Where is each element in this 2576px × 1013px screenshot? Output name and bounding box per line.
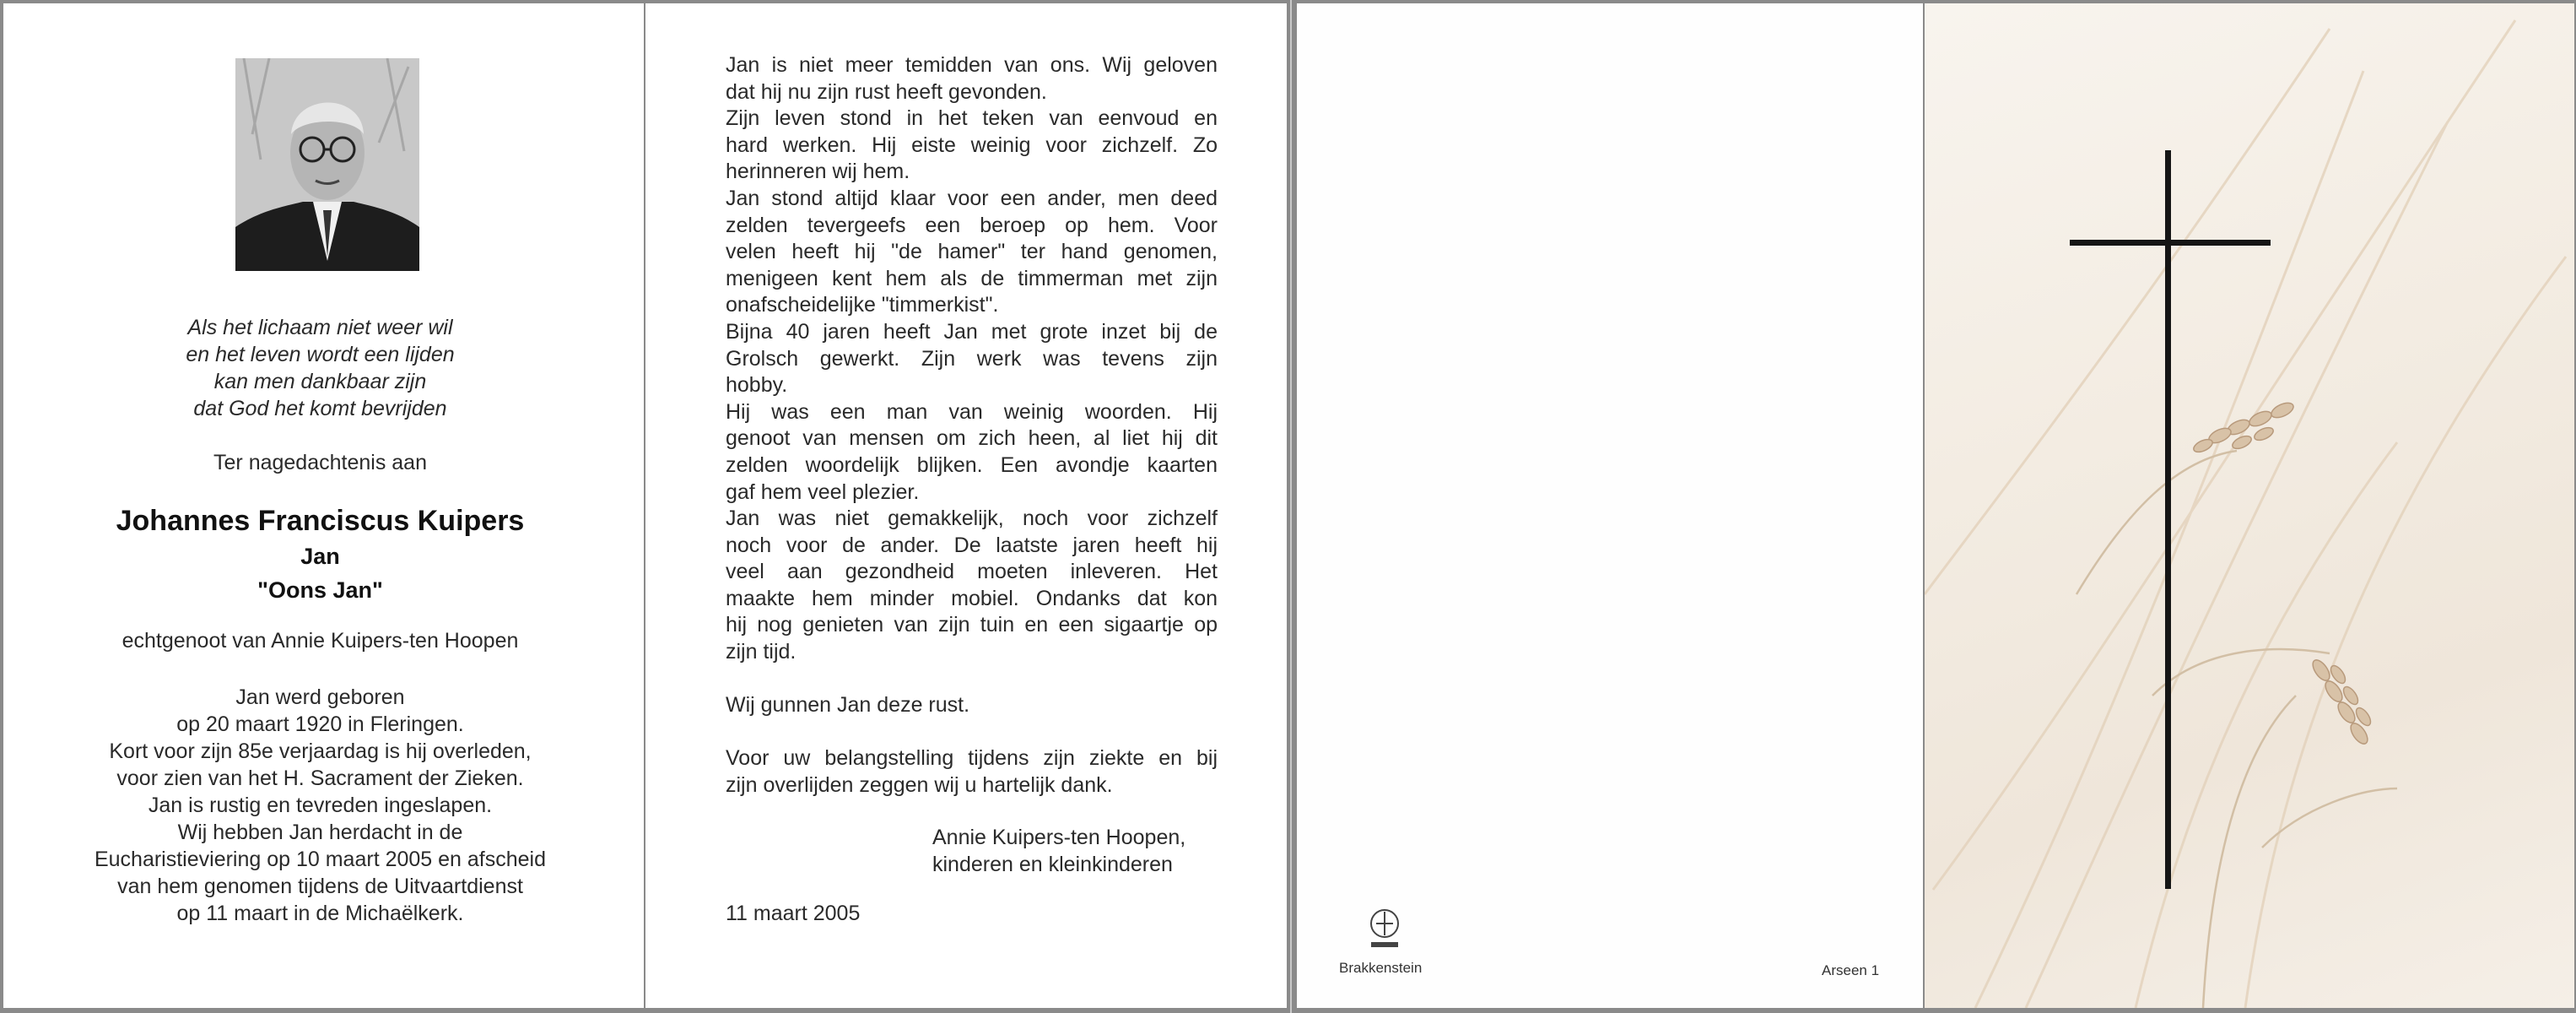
poem-line: dat God het komt bevrijden: [193, 397, 447, 420]
deceased-nickname-2: "Oons Jan": [257, 577, 383, 603]
poem-line: en het leven wordt een lijden: [186, 343, 455, 366]
tribute-line: hij nog genieten van zijn tuin en een sigaartje op: [726, 613, 1218, 637]
card-code: Arseen 1: [1822, 962, 1880, 978]
tribute-line: hobby.: [726, 373, 788, 398]
signature: [932, 825, 1185, 878]
card-panel-back: [1297, 3, 1923, 1008]
bio-line: op 20 maart 1920 in Fleringen.: [176, 712, 464, 736]
wheat-ear-icon: [1925, 3, 2574, 1008]
tribute-line: Bijna 40 jaren heeft Jan met grote inzet bij de: [726, 319, 1218, 344]
tribute-line: dat hij nu zijn rust heeft gevonden.: [726, 79, 1047, 104]
tribute-line: Jan is niet meer temidden van ons. Wij geloven: [726, 53, 1218, 77]
tribute-line: Jan was niet gemakkelijk, noch voor zichzelf: [726, 506, 1218, 531]
tribute-line: onafscheidelijke "timmerkist".: [726, 293, 999, 317]
brakkenstein-logo-icon: [1366, 907, 1403, 951]
tribute-line: zijn tijd.: [726, 640, 797, 664]
memoriam-heading: Ter nagedachtenis aan: [213, 451, 427, 474]
portrait-photo-image: [235, 58, 419, 271]
poem: [0, 314, 640, 422]
deceased-full-name: Johannes Franciscus Kuipers: [116, 505, 525, 537]
thanks-text: [726, 745, 1218, 799]
signature-line: kinderen en kleinkinderen: [932, 852, 1173, 876]
bio-line: van hem genomen tijdens de Uitvaartdienst: [117, 875, 523, 898]
tribute-line: velen heeft hij "de hamer" ter hand genomen,: [726, 240, 1218, 264]
tribute-line: genoot van mensen om zich heen, al liet hij dit: [726, 426, 1218, 451]
bio-line: Jan werd geboren: [235, 685, 405, 709]
cross-icon: [2165, 150, 2171, 889]
tribute-line: zelden woordelijk blijken. Een avondje kaarten: [726, 452, 1218, 477]
biography: [0, 684, 640, 927]
tribute-line: Zijn leven stond in het teken van eenvoud en: [726, 106, 1218, 131]
tribute-line: hard werken. Hij eiste weinig voor zichzelf. Zo: [726, 133, 1218, 157]
tribute-line: Jan stond altijd klaar voor een ander, men deed: [726, 186, 1218, 210]
poem-line: kan men dankbaar zijn: [213, 370, 427, 393]
tribute-line: Wij gunnen Jan deze rust.: [726, 693, 970, 718]
tribute-line: noch voor de ander. De laatste jaren heeft hij: [726, 533, 1218, 557]
portrait-photo: [235, 58, 419, 271]
tribute-line: veel aan gezondheid moeten inleveren. Het: [726, 560, 1218, 584]
publisher-name: Brakkenstein: [1339, 960, 1423, 976]
tribute-line: zelden tevergeefs een beroep op hem. Voor: [726, 213, 1218, 237]
card-date: 11 maart 2005: [726, 902, 861, 925]
spouse-line: echtgenoot van Annie Kuipers-ten Hoopen: [122, 629, 519, 653]
tribute-line: [726, 666, 1218, 693]
tribute-line: maakte hem minder mobiel. Ondanks dat kon: [726, 586, 1218, 610]
tribute-line: menigeen kent hem als de timmerman met zijn: [726, 266, 1218, 290]
thanks-line: Voor uw belangstelling tijdens zijn ziekte en bij: [726, 746, 1218, 770]
tribute-line: Grolsch gewerkt. Zijn werk was tevens zijn: [726, 346, 1218, 371]
bio-line: Jan is rustig en tevreden ingeslapen.: [148, 794, 493, 817]
bio-line: Eucharistieviering op 10 maart 2005 en afscheid: [94, 848, 547, 871]
cross-bar: [2070, 240, 2271, 246]
poem-line: Als het lichaam niet weer wil: [187, 316, 453, 339]
card-panel-cover: [1925, 3, 2574, 1008]
tribute-text: [726, 52, 1218, 719]
bio-line: voor zien van het H. Sacrament der Zieken.: [116, 767, 524, 790]
signature-line: Annie Kuipers-ten Hoopen,: [932, 826, 1186, 849]
tribute-line: gaf hem veel plezier.: [726, 479, 920, 504]
tribute-line: herinneren wij hem.: [726, 160, 910, 184]
deceased-nickname: Jan: [300, 544, 340, 569]
bio-line: Kort voor zijn 85e verjaardag is hij overleden,: [109, 739, 532, 763]
thanks-line: zijn overlijden zeggen wij u hartelijk dank.: [726, 772, 1113, 797]
bio-line: op 11 maart in de Michaëlkerk.: [176, 902, 464, 925]
tribute-line: Hij was een man van weinig woorden. Hij: [726, 399, 1218, 424]
bio-line: Wij hebben Jan herdacht in de: [177, 821, 463, 844]
fold-line: [1290, 0, 1292, 1013]
